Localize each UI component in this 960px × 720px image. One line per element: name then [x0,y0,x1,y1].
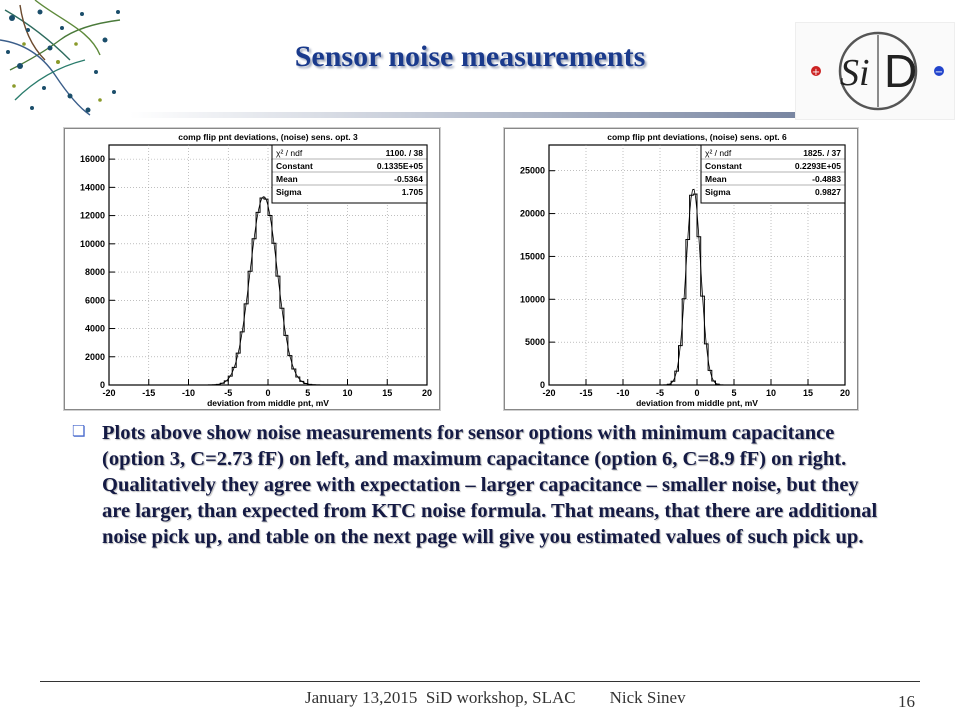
stats-value: -0.5364 [394,174,423,184]
stats-value: -0.4883 [812,174,841,184]
logo-d-text: D [884,45,918,97]
x-tick-label: -20 [542,388,556,398]
y-tick-label: 10000 [79,238,105,249]
particle-event-graphic [0,0,130,125]
histogram-svg-left [65,129,439,409]
slide-title: Sensor noise measurements [294,40,646,73]
stats-label: Mean [276,174,298,184]
stats-label: Sigma [705,187,731,197]
histogram-svg-right [505,129,857,409]
stats-value: 0.2293E+05 [794,161,841,171]
x-tick-label: -10 [616,388,630,398]
stats-label: Mean [705,174,727,184]
x-tick-label: -20 [102,388,116,398]
y-tick-label: 25000 [519,165,545,176]
footer-rule [40,681,920,682]
stats-label: Constant [705,161,742,171]
x-tick-label: 20 [421,388,433,398]
y-tick-label: 4000 [84,323,105,334]
y-tick-label: 8000 [84,267,105,278]
histogram-plot-option-3 [64,128,440,410]
x-tick-label: 15 [802,388,814,398]
x-tick-label: 5 [305,388,311,398]
footer-text: January 13,2015 SiD workshop, SLAC Nick Sinev [305,688,686,707]
stats-label: χ² / ndf [705,148,732,158]
stats-value: 1.705 [401,187,423,197]
y-tick-label: 14000 [79,182,105,193]
x-tick-label: 10 [342,388,353,398]
logo-si-text: Si [840,52,870,94]
x-tick-label: -5 [224,388,233,398]
stats-label: Constant [276,161,313,171]
y-tick-label: 0 [539,380,545,390]
stats-value: 0.1335E+05 [376,161,423,171]
x-tick-label: 20 [839,388,851,398]
y-tick-label: 5000 [524,337,545,348]
x-tick-label: -15 [142,388,156,398]
y-tick-label: 20000 [519,208,545,219]
histogram-plot-option-6 [504,128,858,410]
plus-sign: + [811,67,821,78]
stats-label: Sigma [276,187,302,197]
sid-logo [795,22,955,120]
stats-value: 0.9827 [815,187,841,197]
x-tick-label: 0 [265,388,271,398]
x-tick-label: 0 [694,388,700,398]
y-tick-label: 15000 [519,251,545,262]
x-tick-label: -10 [181,388,196,398]
x-axis-label: deviation from middle pnt, mV [207,398,329,408]
x-tick-label: 15 [382,388,393,398]
y-tick-label: 12000 [79,210,105,221]
y-tick-label: 0 [99,380,105,390]
x-axis-label: deviation from middle pnt, mV [636,398,758,408]
stats-label: χ² / ndf [276,148,303,158]
slide-number: 16 [898,692,915,711]
y-tick-label: 10000 [519,294,545,305]
x-tick-label: 5 [731,388,737,398]
square-bullet-icon: ❏ [72,422,86,440]
x-tick-label: 10 [765,388,777,398]
chart-title: comp flip pnt deviations, (noise) sens. opt. 3 [178,132,358,142]
x-tick-label: -5 [655,388,665,398]
chart-title: comp flip pnt deviations, (noise) sens. opt. 6 [607,132,787,142]
y-tick-label: 16000 [79,154,105,165]
bullet-point [70,420,890,571]
y-tick-label: 6000 [84,295,105,306]
minus-sign: − [934,67,944,78]
stats-value: 1100. / 38 [385,148,423,158]
bullet-text: Plots above show noise measurements for sensor options with minimum capacitance (option 3, C=2.73 fF) on left, and maximum capacitance (option 6, C=8.9 fF) on right. Qualitatively they agree with expectation – larger capacitance – smaller noise, but they are larger, than expected from KTC noise formula. That means, that there are additional noise pick up, and table on the next page will give you estimated values of such pick up. [102,422,878,548]
y-tick-label: 2000 [84,351,105,362]
x-tick-label: -15 [579,388,593,398]
stats-value: 1825. / 37 [803,148,841,158]
